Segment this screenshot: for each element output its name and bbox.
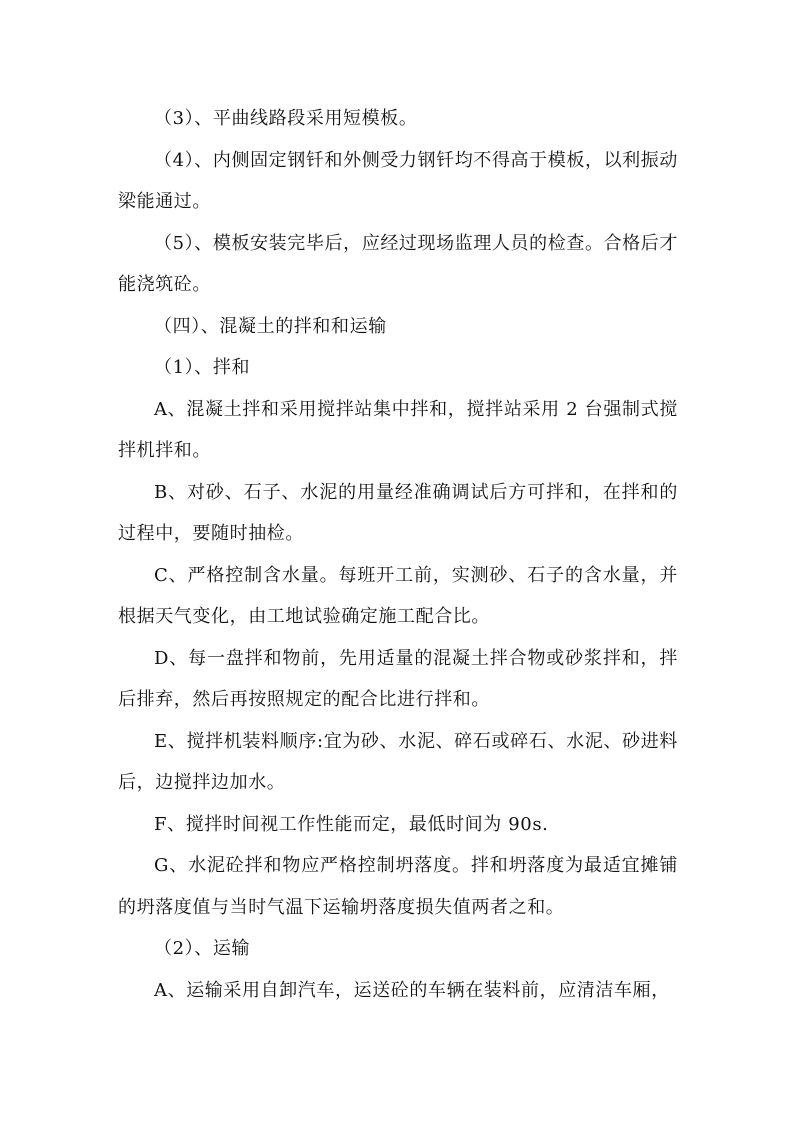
paragraph-item-e-loading-order: E、搅拌机装料顺序:宜为砂、水泥、碎石或碎石、水泥、砂进料后，边搅拌边加水。 — [118, 730, 678, 793]
subsection-heading-transport: （2）、运输 — [154, 938, 251, 959]
paragraph-item-g-slump: G、水泥砼拌和物应严格控制坍落度。拌和坍落度为最适宜摊铺的坍落度值与当时气温下运输坍落度损失值两者之和。 — [118, 855, 678, 918]
paragraph-item-a-mixing-station: A、混凝土拌和采用搅拌站集中拌和，搅拌站采用 2 台强制式搅拌机拌和。 — [118, 398, 678, 461]
paragraph-item-f-mixing-time: F、搅拌时间视工作性能而定，最低时间为 90s. — [154, 813, 549, 835]
subsection-heading-mixing: （1）、拌和 — [154, 357, 251, 378]
document-body — [118, 98, 678, 1011]
paragraph-steel-pins: （4）、内侧固定钢钎和外侧受力钢钎均不得高于模板，以利振动梁能通过。 — [118, 149, 678, 212]
section-heading-mixing-transport: （四）、混凝土的拌和和运输 — [154, 315, 387, 337]
paragraph-item-a-dump-truck: A、运输采用自卸汽车，运送砼的车辆在装料前，应清洁车厢， — [154, 979, 670, 1001]
paragraph-item-b-dosage: B、对砂、石子、水泥的用量经准确调试后方可拌和，在拌和的过程中，要随时抽检。 — [118, 481, 678, 544]
paragraph-formwork-inspection: （5）、模板安装完毕后，应经过现场监理人员的检查。合格后才能浇筑砼。 — [118, 232, 678, 295]
paragraph-short-formwork: （3）、平曲线路段采用短模板。 — [154, 108, 418, 129]
paragraph-item-c-water-content: C、严格控制含水量。每班开工前，实测砂、石子的含水量，并根据天气变化，由工地试验确定施工配合比。 — [118, 564, 678, 627]
paragraph-item-d-first-batch: D、每一盘拌和物前，先用适量的混凝土拌合物或砂浆拌和，拌后排弃，然后再按照规定的配合比进行拌和。 — [118, 647, 678, 710]
